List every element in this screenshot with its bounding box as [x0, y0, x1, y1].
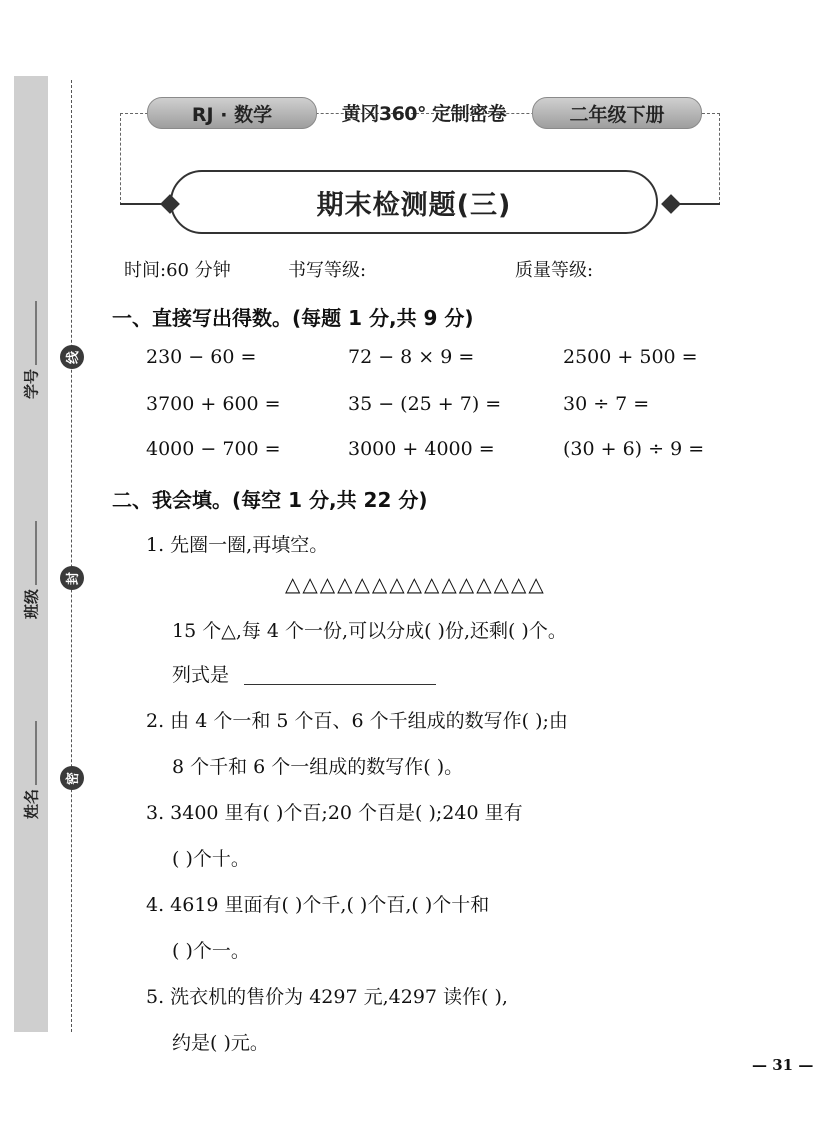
q3-line2: ( )个十。	[172, 848, 250, 870]
class-blank[interactable]	[26, 521, 37, 585]
section1-heading: 一、直接写出得数。(每题 1 分,共 9 分)	[112, 306, 474, 330]
calc-problem: 2500 + 500 =	[563, 346, 698, 368]
calc-problem: 35 − (25 + 7) =	[348, 393, 502, 415]
q2-line1: 2. 由 4 个一和 5 个百、6 个千组成的数写作( );由	[146, 710, 568, 732]
calc-problem: 72 − 8 × 9 =	[348, 346, 475, 368]
q1-formula-blank[interactable]	[244, 684, 436, 685]
q1-question: 15 个△,每 4 个一份,可以分成( )份,还剩( )个。	[172, 620, 567, 642]
calc-problem: 30 ÷ 7 =	[563, 393, 650, 415]
calc-problem: (30 + 6) ÷ 9 =	[563, 438, 705, 460]
title-left-tail	[120, 203, 164, 205]
q4-line1: 4. 4619 里面有( )个千,( )个百,( )个十和	[146, 894, 490, 916]
q1-formula-label: 列式是	[172, 664, 230, 686]
writing-grade-label: 书写等级:	[288, 260, 367, 281]
class-label: 班级	[22, 588, 41, 620]
student-id-field[interactable]	[14, 280, 48, 420]
quality-grade-label: 质量等级:	[515, 260, 594, 281]
binding-cut-line	[71, 80, 72, 1032]
time-info: 时间:60 分钟	[124, 260, 231, 281]
student-id-blank[interactable]	[26, 301, 37, 365]
q5-line2: 约是( )元。	[172, 1032, 269, 1054]
q2-line2: 8 个千和 6 个一组成的数写作( )。	[172, 756, 464, 778]
seal-seal-mark: 封	[60, 566, 84, 590]
seal-secret-mark: 密	[60, 766, 84, 790]
grade-pill: 二年级下册	[532, 97, 702, 129]
student-id-label: 学号	[22, 368, 41, 400]
class-field[interactable]	[14, 500, 48, 640]
calc-problem: 3700 + 600 =	[146, 393, 281, 415]
page-number: — 31 —	[752, 1056, 813, 1074]
q4-line2: ( )个一。	[172, 940, 250, 962]
name-label: 姓名	[22, 788, 41, 820]
name-blank[interactable]	[26, 721, 37, 785]
calc-problem: 4000 − 700 =	[146, 438, 281, 460]
exam-title: 期末检测题(三)	[316, 190, 512, 221]
calc-problem: 230 − 60 =	[146, 346, 257, 368]
name-field[interactable]	[14, 700, 48, 840]
q3-line1: 3. 3400 里有( )个百;20 个百是( );240 里有	[146, 802, 523, 824]
triangle-row: △△△△△△△△△△△△△△△	[285, 572, 546, 596]
seal-line-mark: 线	[60, 345, 84, 369]
series-name: 黄冈360° 定制密卷	[341, 103, 507, 125]
q5-line1: 5. 洗衣机的售价为 4297 元,4297 读作( ),	[146, 986, 508, 1008]
calc-problem: 3000 + 4000 =	[348, 438, 495, 460]
q1-instruction: 1. 先圈一圈,再填空。	[146, 534, 329, 556]
subject-pill: RJ · 数学	[147, 97, 317, 129]
section2-heading: 二、我会填。(每空 1 分,共 22 分)	[112, 488, 428, 512]
